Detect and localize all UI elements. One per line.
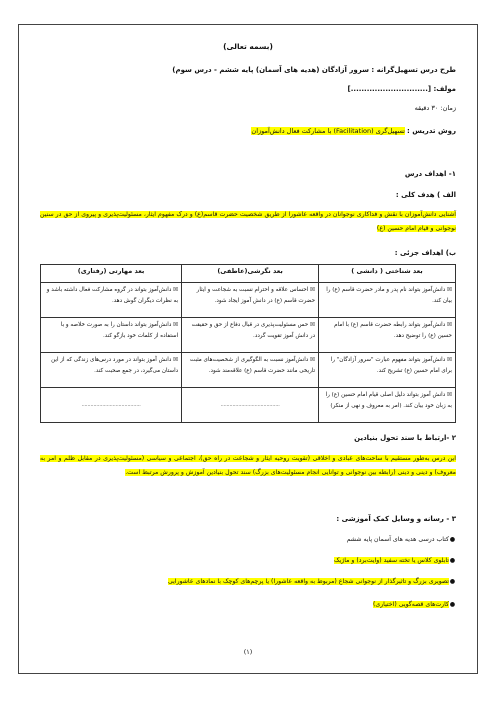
table-row [41,353,456,388]
bismillah-heading: (بسمه تعالی) [223,42,273,51]
header-affective: بعد نگرشی(عاطفی) [182,265,319,283]
table-cell-blank: ........................................ [182,388,319,423]
list-item-text: کارت‌های قصه‌گویی (اختیاری) [372,601,449,608]
section-2-paragraph: این درس به‌طور مستقیم با ساحت‌های عبادی و اخلاقی (تقویت روحیه ایثار و شجاعت در راه حق)، اجتماعی و سیاسی (مسئولیت‌پذیری در مقابل ظلم و امر به معروف) و دینی و دینی (رابطه بین نوجوانی و توانایی انجام مسئولیت‌های بزرگ) سند تحول بنیادین آموزش و پرورش مرتبط است. [40,455,456,476]
table-cell: ☒ حس مسئولیت‌پذیری در قبال دفاع از حق و حقیقت در دانش آموز تقویت گردد. [182,318,319,353]
table-cell: ☒ دانش آموز بتواند در مورد درس‌های زندگی که از این داستان می‌گیرد، در جمع صحبت کند. [41,353,182,388]
section-2-text [40,452,456,480]
list-item [168,578,456,585]
table-cell: ☒ دانش‌آموز بتواند داستان را به صورت خلاصه و با استفاده از کلمات خود بازگو کند. [41,318,182,353]
table-cell: ☒ دانش‌آموز بتواند مفهوم عبارت "سرور آزادگان" را برای امام حسین (ع) تشریح کند. [319,353,456,388]
lesson-plan-title: طرح درس تسهیل‌گرانه : سرور آزادگان (هدیه های آسمان) پایه ششم - درس سوم) [172,66,456,74]
bullet-icon: ● [449,601,456,608]
list-item [373,601,456,608]
author-line [348,85,456,93]
teaching-method-line [251,127,456,135]
method-value: تسهیل‌گری (Facilitation) با مشارکت فعال دانش‌آموزان [251,127,405,135]
table-cell: ☒ دانش‌آموز بتواند در گروه مشارکت فعال داشته باشد و به نظرات دیگران گوش دهد. [41,283,182,318]
table-cell: ☒ دانش آموز بتواند دلیل اصلی قیام امام حسین (ع) را به زبان خود بیان کند. (امر به معروف و نهی از منکر) [319,388,456,423]
table-row [41,318,456,353]
bullet-icon: ● [449,557,456,564]
section-3-heading: ۳ - رسانه و وسایل کمک آموزشی : [336,515,456,523]
table-cell: ☒ دانش‌آموز بتواند رابطه حضرت قاسم (ع) با امام حسین (ع) را توضیح دهد. [319,318,456,353]
general-goal-heading: الف ) هدف کلی : [395,191,456,199]
goals-table [40,264,456,423]
general-goal-text [40,208,456,236]
table-row [41,283,456,318]
general-goal-paragraph: آشنایی دانش‌آموزان با نقش و فداکاری نوجوانان در واقعه عاشورا از طریق شخصیت حضرت قاسم(ع) و درک مفهوم ایثار، مسئولیت‌پذیری و پیروی از حق در سنین نوجوانی و قیام امام حسین (ع) [40,211,456,232]
bullet-icon: ● [449,578,456,585]
author-value: [.............................] [347,85,432,93]
time-line: زمان: ۳۰ دقیقه [414,104,456,112]
method-label: روش تدریس : [407,127,456,135]
list-item [334,557,456,564]
section-2-heading: ۲ -ارتباط با سند تحول بنیادین [354,434,456,442]
author-label: مولف: [433,85,456,93]
list-item-text: کتاب درسی هدیه های آسمان پایه ششم [346,536,449,543]
goals-table-header-row [41,265,456,283]
list-item-text: تصویری بزرگ و تاثیرگذار از نوجوانی شجاع (مربوط به واقعه عاشورا) یا پرچم‌های کوچک با نمادهای عاشورایی [167,578,449,585]
table-cell: ☒ دانش‌آموز بتواند نام پدر و مادر حضرت قاسم (ع) را بیان کند. [319,283,456,318]
header-skill: بعد مهارتی (رفتاری) [41,265,182,283]
list-item-text: تابلوی کلاس یا تخته سفید (وایت‌برد) و ماژیک [334,557,449,564]
page-number: (۱) [243,648,253,656]
header-cognitive: بعد شناختی ( دانشی ) [319,265,456,283]
table-cell: ☒ احساس علاقه و احترام نسبت به شجاعت و ایثار حضرت قاسم (ع) در دانش آموز ایجاد شود. [182,283,319,318]
table-cell: ☒ دانش‌آموز نسبت به الگوگیری از شخصیت‌های مثبت تاریخی مانند حضرت قاسم (ع) علاقه‌مند شود. [182,353,319,388]
section-1-heading: ۱- اهداف درس [404,170,456,178]
table-row [41,388,456,423]
list-item [347,536,456,543]
specific-goals-heading: ب) اهداف جزئی : [394,249,456,257]
bullet-icon: ● [449,536,456,543]
table-cell-blank: ........................................ [41,388,182,423]
